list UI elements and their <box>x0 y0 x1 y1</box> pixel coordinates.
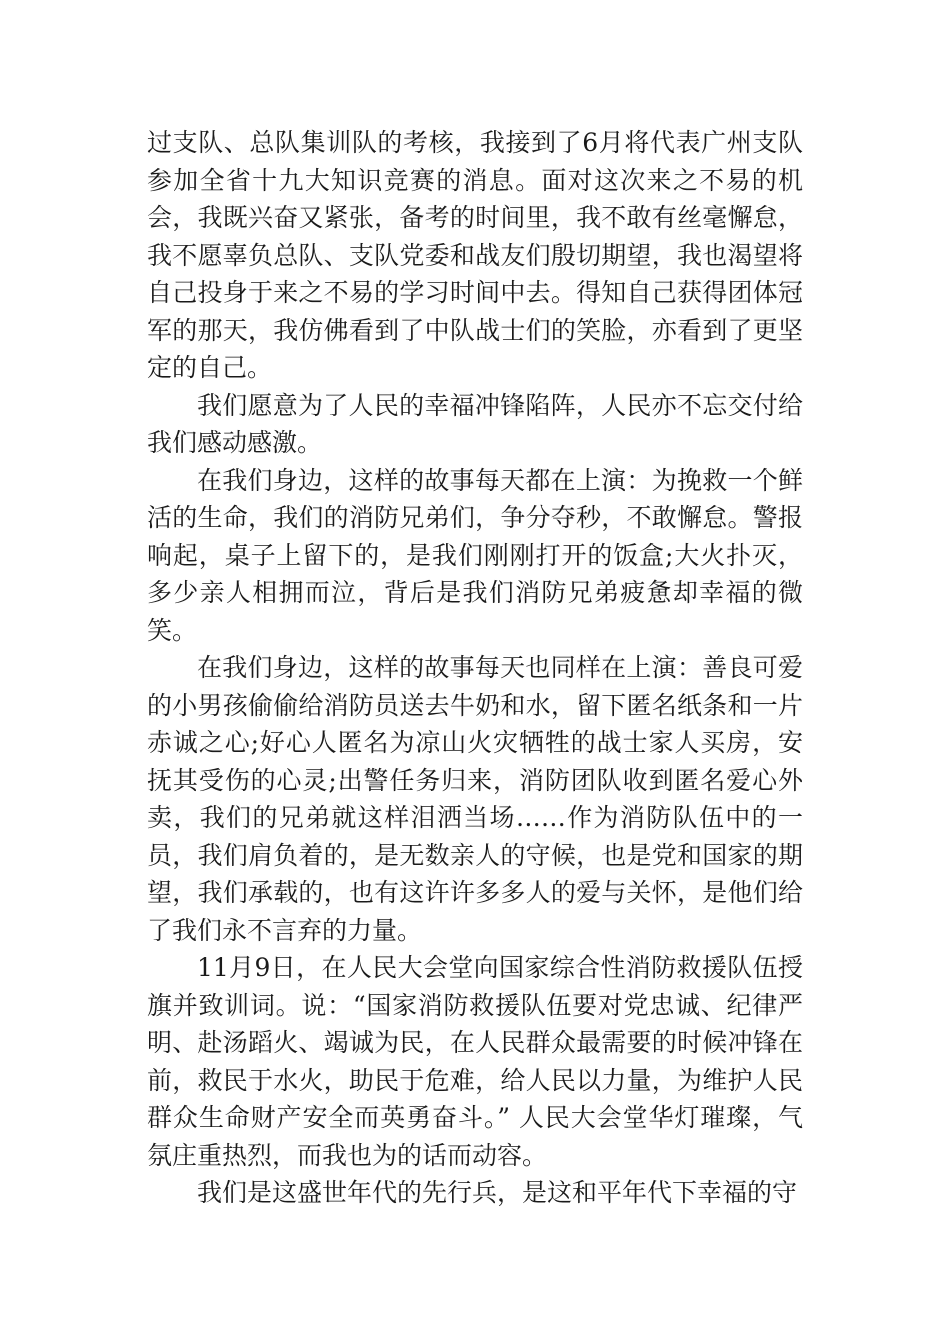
paragraph-3: 在我们身边，这样的故事每天都在上演：为挽救一个鲜活的生命，我们的消防兄弟们，争分夺秒，不敢懈怠。警报响起，桌子上留下的，是我们刚刚打开的饭盒;大火扑灭，多少亲人相拥而泣，背后是我们消防兄弟疲惫却幸福的微笑。 <box>147 465 803 645</box>
paragraph-2: 我们愿意为了人民的幸福冲锋陷阵，人民亦不忘交付给我们感动感激。 <box>147 390 803 457</box>
paragraph-5: 11月9日，在人民大会堂向国家综合性消防救援队伍授旗并致训词。说：“国家消防救援队伍要对党忠诚、纪律严明、赴汤蹈火、竭诚为民，在人民群众最需要的时候冲锋在前，救民于水火，助民于危难，给人民以力量，为维护人民群众生命财产安全而英勇奋斗。” 人民大会堂华灯璀璨，气氛庄重热烈，而我也为的话而动容。 <box>147 953 803 1170</box>
document-body <box>147 124 803 1212</box>
paragraph-4: 在我们身边，这样的故事每天也同样在上演：善良可爱的小男孩偷偷给消防员送去牛奶和水，留下匿名纸条和一片赤诚之心;好心人匿名为凉山火灾牺牲的战士家人买房，安抚其受伤的心灵;出警任务归来，消防团队收到匿名爱心外卖，我们的兄弟就这样泪洒当场……作为消防队伍中的一员，我们肩负着的，是无数亲人的守候，也是党和国家的期望，我们承载的，也有这许许多多人的爱与关怀，是他们给了我们永不言弃的力量。 <box>147 653 803 945</box>
paragraph-6: 我们是这盛世年代的先行兵，是这和平年代下幸福的守 <box>197 1178 798 1207</box>
paragraph-1: 过支队、总队集训队的考核，我接到了6月将代表广州支队参加全省十九大知识竞赛的消息。面对这次来之不易的机会，我既兴奋又紧张，备考的时间里，我不敢有丝毫懈怠，我不愿辜负总队、支队党委和战友们殷切期望，我也渴望将自己投身于来之不易的学习时间中去。得知自己获得团体冠军的那天，我仿佛看到了中队战士们的笑脸，亦看到了更坚定的自己。 <box>147 128 803 382</box>
